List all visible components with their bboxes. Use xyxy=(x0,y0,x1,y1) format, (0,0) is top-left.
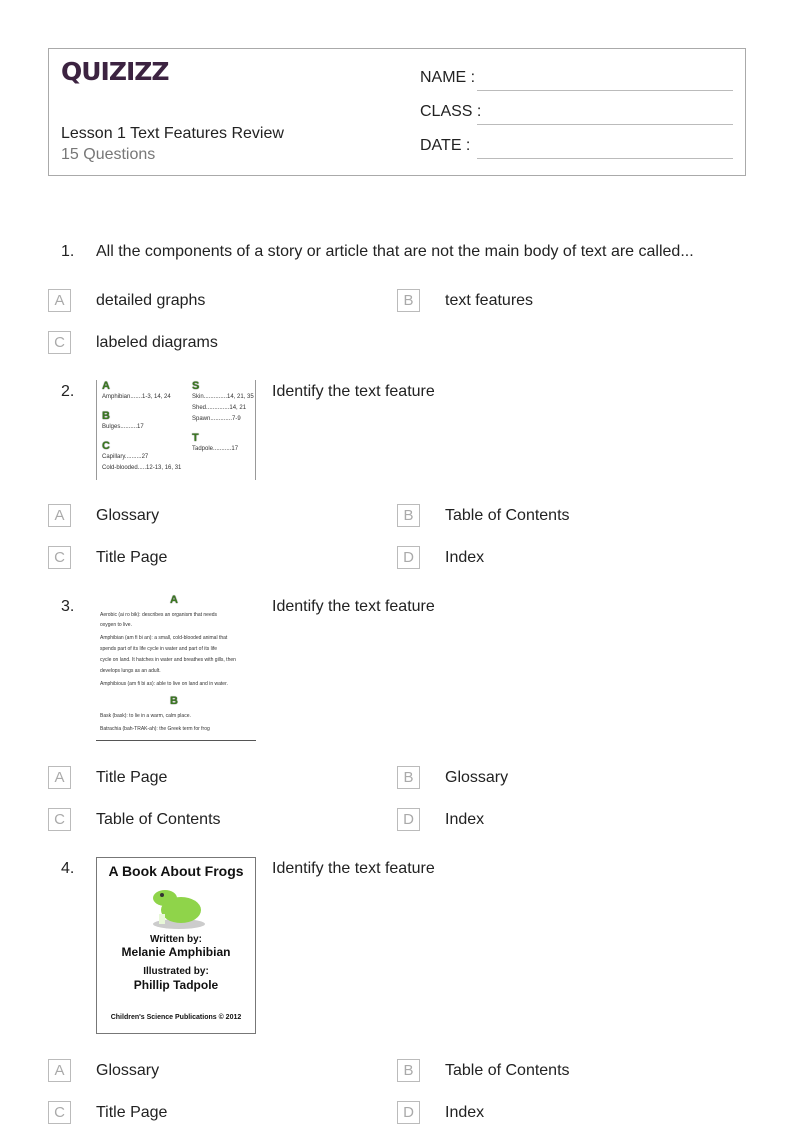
option-text: Table of Contents xyxy=(96,811,221,828)
image-text: Amphibious (am fi bi as): able to live on land and in water. xyxy=(100,681,228,687)
image-text: Spawn.............7-9 xyxy=(192,416,241,422)
image-text: B xyxy=(170,695,178,707)
name-field[interactable] xyxy=(477,90,733,91)
image-text: Shed..............14, 21 xyxy=(192,405,247,411)
question-number: 2. xyxy=(61,383,75,400)
image-text: Amphibian (am fi bi an): a small, cold-blooded animal that xyxy=(100,635,228,641)
option-box[interactable]: B xyxy=(397,504,420,527)
worksheet-header xyxy=(48,48,746,176)
option-text: Glossary xyxy=(96,507,160,524)
question-text: Identify the text feature xyxy=(272,860,435,877)
option-text: Index xyxy=(445,1104,485,1121)
image-text: A xyxy=(102,380,110,392)
option-box[interactable]: B xyxy=(397,1059,420,1082)
option-text: labeled diagrams xyxy=(96,334,218,351)
image-text: B xyxy=(102,410,110,422)
image-text: develops lungs as an adult. xyxy=(100,668,161,674)
option-text: Table of Contents xyxy=(445,1062,570,1079)
question-text: Identify the text feature xyxy=(272,383,435,400)
image-text: Illustrated by: xyxy=(143,966,209,977)
image-text: Cold-blooded.....12-13, 16, 31 xyxy=(102,465,182,471)
option-box[interactable]: C xyxy=(48,808,71,831)
option-box[interactable]: B xyxy=(397,289,420,312)
option-box[interactable]: A xyxy=(48,504,71,527)
image-text: Bask (bask): to lie in a warm, calm place. xyxy=(100,713,191,719)
image-text: Capillary..........27 xyxy=(102,454,149,460)
question-count: 15 Questions xyxy=(61,146,156,163)
option-text: Glossary xyxy=(445,769,509,786)
frog-icon xyxy=(145,886,207,930)
option-text: detailed graphs xyxy=(96,292,206,309)
image-text: T xyxy=(192,432,199,444)
date-field[interactable] xyxy=(477,158,733,159)
question-number: 1. xyxy=(61,243,75,260)
image-text: Children's Science Publications © 2012 xyxy=(110,1014,242,1021)
image-text: Phillip Tadpole xyxy=(133,978,219,992)
image-text: Aerobic (ai ro bik): describes an organism that needs xyxy=(100,612,218,618)
image-text: Amphibian.......1-3, 14, 24 xyxy=(102,394,171,400)
option-text: Title Page xyxy=(96,549,168,566)
option-text: text features xyxy=(445,292,534,309)
image-text: spends part of its life cycle in water and part of its life xyxy=(100,646,217,652)
quizizz-logo: QUIZIZZ xyxy=(61,57,169,86)
class-field[interactable] xyxy=(477,124,733,125)
question-text: All the components of a story or article that are not the main body of text are called... xyxy=(96,243,694,260)
image-text: Skin..............14, 21, 35 xyxy=(192,394,254,400)
image-text: S xyxy=(192,380,200,392)
image-text: A Book About Frogs xyxy=(108,863,244,879)
index-image xyxy=(96,380,256,480)
option-box[interactable]: D xyxy=(397,1101,420,1124)
image-text: Melanie Amphibian xyxy=(121,945,231,959)
option-box[interactable]: A xyxy=(48,766,71,789)
book-cover-image xyxy=(96,857,256,1034)
option-text: Title Page xyxy=(96,769,168,786)
question-text: Identify the text feature xyxy=(272,598,435,615)
image-text: cycle on land. It hatches in water and breathes with gills, then xyxy=(100,657,236,663)
option-box[interactable]: B xyxy=(397,766,420,789)
option-text: Title Page xyxy=(96,1104,168,1121)
worksheet-title: Lesson 1 Text Features Review xyxy=(61,125,284,142)
image-text: Batrachia (bah-TRAK-ah): the Greek term for frog xyxy=(100,726,210,732)
date-label: DATE : xyxy=(420,137,471,154)
question-number: 3. xyxy=(61,598,75,615)
option-box[interactable]: C xyxy=(48,546,71,569)
option-text: Table of Contents xyxy=(445,507,570,524)
question-number: 4. xyxy=(61,860,75,877)
image-text: A xyxy=(170,594,178,606)
name-label: NAME : xyxy=(420,69,476,86)
image-text: C xyxy=(102,440,110,452)
option-box[interactable]: D xyxy=(397,808,420,831)
option-box[interactable]: C xyxy=(48,331,71,354)
class-label: CLASS : xyxy=(420,103,482,120)
option-text: Index xyxy=(445,549,485,566)
glossary-image xyxy=(96,594,256,741)
image-text: Bulges..........17 xyxy=(102,424,144,430)
image-text: Written by: xyxy=(149,934,203,945)
image-text: Tadpole...........17 xyxy=(192,446,239,452)
option-text: Index xyxy=(445,811,485,828)
image-text: oxygen to live. xyxy=(100,622,132,628)
option-box[interactable]: A xyxy=(48,289,71,312)
option-box[interactable]: C xyxy=(48,1101,71,1124)
option-box[interactable]: D xyxy=(397,546,420,569)
option-box[interactable]: A xyxy=(48,1059,71,1082)
option-text: Glossary xyxy=(96,1062,160,1079)
